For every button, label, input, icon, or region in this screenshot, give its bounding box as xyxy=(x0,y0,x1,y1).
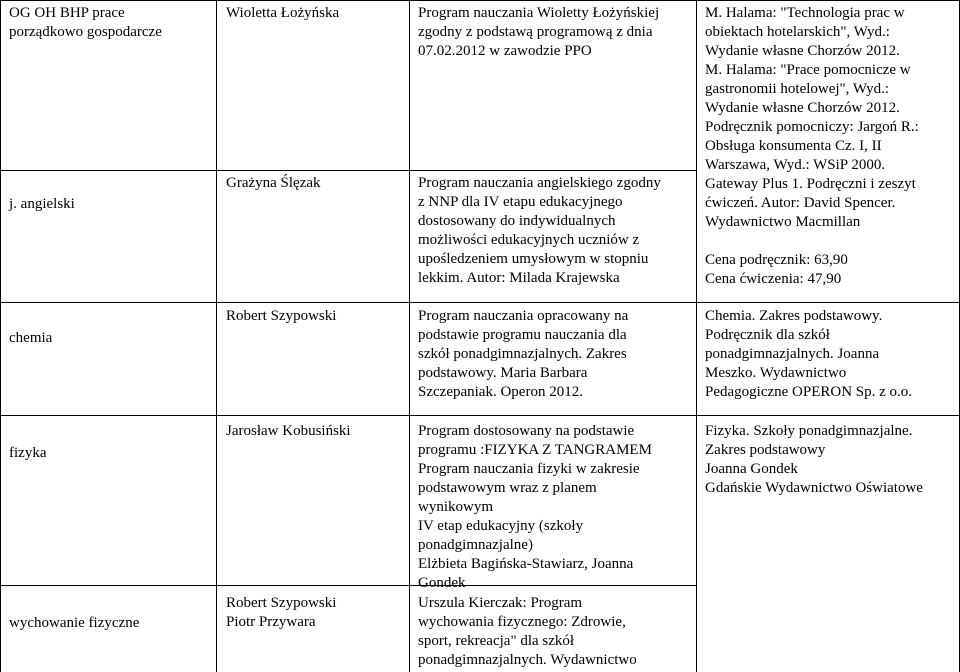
program-text: Gondek xyxy=(418,575,466,591)
program-cell xyxy=(418,422,694,593)
program-text: upośledzeniem umysłowym w stopniu xyxy=(418,251,649,267)
teacher-name: Grażyna Ślęzak xyxy=(226,175,321,191)
grid-line xyxy=(0,0,1,672)
subject-cell xyxy=(9,4,214,42)
textbook-text: Joanna Gondek xyxy=(705,461,798,477)
grid-line xyxy=(0,302,960,303)
textbook-text: Podręcznik pomocniczy: Jargoń R.: xyxy=(705,119,919,135)
program-text: 07.02.2012 w zawodzie PPO xyxy=(418,43,592,59)
program-text: Program nauczania opracowany na xyxy=(418,308,629,324)
grid-line xyxy=(409,0,410,672)
program-text: IV etap edukacyjny (szkoły xyxy=(418,518,584,534)
spacer xyxy=(705,232,957,251)
subject-cell xyxy=(9,329,214,348)
program-text: lekkim. Autor: Milada Krajewska xyxy=(418,270,620,286)
textbook-text: ponadgimnazjalnych. Joanna xyxy=(705,346,880,362)
program-text: Program dostosowany na podstawie xyxy=(418,423,635,439)
program-text: zgodny z podstawą programową z dnia xyxy=(418,24,653,40)
textbook-text: M. Halama: "Prace pomocnicze w xyxy=(705,62,911,78)
program-text: z NNP dla IV etapu edukacyjnego xyxy=(418,194,623,210)
textbook-cell xyxy=(705,4,957,289)
program-text: ponadgimnazjalnych. Wydawnictwo xyxy=(418,652,637,668)
program-cell xyxy=(418,307,694,402)
textbook-text: Wydanie własne Chorzów 2012. xyxy=(705,43,900,59)
program-text: Program nauczania fizyki w zakresie xyxy=(418,461,640,477)
teacher-cell xyxy=(226,4,406,23)
textbook-text: ćwiczeń. Autor: David Spencer. xyxy=(705,195,896,211)
textbook-text: Pedagogiczne OPERON Sp. z o.o. xyxy=(705,384,913,400)
textbook-price: Cena ćwiczenia: 47,90 xyxy=(705,271,842,287)
textbook-text: gastronomii hotelowej", Wyd.: xyxy=(705,81,890,97)
program-text: Urszula Kierczak: Program xyxy=(418,595,583,611)
program-text: wychowania fizycznego: Zdrowie, xyxy=(418,614,626,630)
program-cell xyxy=(418,594,694,670)
program-text: ponadgimnazjalne) xyxy=(418,537,533,553)
subject-text: porządkowo gospodarcze xyxy=(9,24,162,40)
teacher-cell xyxy=(226,422,406,441)
teacher-cell xyxy=(226,594,406,632)
program-text: Elżbieta Bagińska-Stawiarz, Joanna xyxy=(418,556,634,572)
textbook-text: Warszawa, Wyd.: WSiP 2000. xyxy=(705,157,886,173)
grid-line xyxy=(216,0,217,672)
program-text: Program nauczania Wioletty Łożyńskiej xyxy=(418,5,660,21)
program-text: programu :FIZYKA Z TANGRAMEM xyxy=(418,442,652,458)
subject-text: fizyka xyxy=(9,445,47,461)
grid-line xyxy=(0,0,960,1)
grid-line xyxy=(0,415,960,416)
teacher-cell xyxy=(226,174,406,193)
program-text: wynikowym xyxy=(418,499,493,515)
program-text: podstawowym wraz z planem xyxy=(418,480,597,496)
textbook-text: Wydanie własne Chorzów 2012. xyxy=(705,100,900,116)
program-text: podstawowy. Maria Barbara xyxy=(418,365,588,381)
teacher-name: Piotr Przywara xyxy=(226,614,316,630)
teacher-name: Robert Szypowski xyxy=(226,595,337,611)
textbook-price: Cena podręcznik: 63,90 xyxy=(705,252,848,268)
program-text: Szczepaniak. Operon 2012. xyxy=(418,384,583,400)
textbook-text: Meszko. Wydawnictwo xyxy=(705,365,847,381)
subject-cell xyxy=(9,614,214,633)
textbook-text: Wydawnictwo Macmillan xyxy=(705,214,861,230)
textbook-text: Fizyka. Szkoły ponadgimnazjalne. xyxy=(705,423,913,439)
teacher-cell xyxy=(226,307,406,326)
teacher-name: Robert Szypowski xyxy=(226,308,337,324)
program-text: Program nauczania angielskiego zgodny xyxy=(418,175,661,191)
program-text: sport, rekreacja" dla szkół xyxy=(418,633,575,649)
subject-text: wychowanie fizyczne xyxy=(9,615,140,631)
subject-text: OG OH BHP prace xyxy=(9,5,125,21)
textbook-text: Obsługa konsumenta Cz. I, II xyxy=(705,138,882,154)
textbook-text: Zakres podstawowy xyxy=(705,442,826,458)
textbook-cell xyxy=(705,422,957,498)
textbook-text: Podręcznik dla szkół xyxy=(705,327,830,343)
program-text: możliwości edukacyjnych uczniów z xyxy=(418,232,640,248)
program-text: podstawie programu nauczania dla xyxy=(418,327,627,343)
textbook-text: obiektach hotelarskich", Wyd.: xyxy=(705,24,890,40)
textbook-text: Chemia. Zakres podstawowy. xyxy=(705,308,883,324)
subject-text: j. angielski xyxy=(9,196,75,212)
grid-line xyxy=(696,0,697,672)
program-cell xyxy=(418,4,694,61)
textbook-text: M. Halama: "Technologia prac w xyxy=(705,5,905,21)
program-cell xyxy=(418,174,694,288)
textbook-cell xyxy=(705,307,957,402)
textbook-text: Gdańskie Wydawnictwo Oświatowe xyxy=(705,480,923,496)
subject-cell xyxy=(9,444,214,463)
subject-cell xyxy=(9,195,214,214)
grid-line xyxy=(0,170,697,171)
teacher-name: Wioletta Łożyńska xyxy=(226,5,340,21)
textbook-text: Gateway Plus 1. Podręczni i zeszyt xyxy=(705,176,916,192)
teacher-name: Jarosław Kobusiński xyxy=(226,423,351,439)
program-text: szkół ponadgimnazjalnych. Zakres xyxy=(418,346,627,362)
subject-text: chemia xyxy=(9,330,53,346)
program-text: dostosowany do indywidualnych xyxy=(418,213,616,229)
